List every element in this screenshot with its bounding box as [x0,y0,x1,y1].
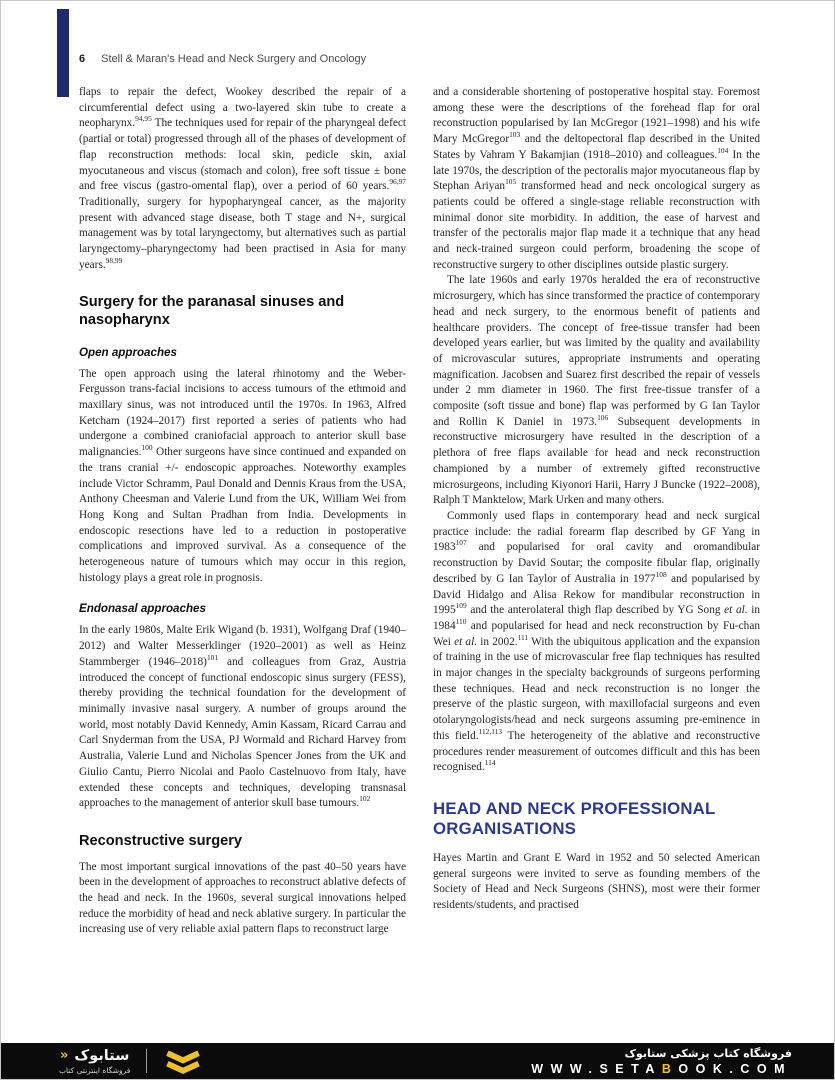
header-accent-bar [57,9,69,97]
page-number: 6 [79,53,86,65]
site-url-segment: OOK.COM [678,1061,792,1076]
brand-chevron-icon: « [59,1047,69,1063]
subsection-heading: Endonasal approaches [79,602,206,616]
section-heading: Reconstructive surgery [79,832,243,849]
section-heading-blue: HEAD AND NECK PROFESSIONAL ORGANISATIONS [433,798,716,839]
brand-subtitle: فروشگاه اینترنتی کتاب [59,1065,131,1075]
paragraph: The open approach using the lateral rhinotomy and the Weber-Fergusson trans-facial incisions to access tumours of the ethmoid and maxillary sinus, was not introduced until the 1970s. In 1963, Alfred Ketcham (1924–2017) first reported a series of patients who had undergone a combined craniofacial approach to anterior skull base malignancies.$^{100}$ Other surgeons have since continued and expanded on the trans cranial +/- endoscopic approaches. Noteworthy examples include Victor Schramm, Paul Donald and Dennis Kraus from the USA, Anthony Cheesman and Valerie Lund from the UK, William Wei from Hong Kong and Sultan Pradhan from India. Developments in endoscopic resections have led to a reduction in postoperative complications and improved survival. As a consequence of the heterogeneous nature of tumours which may occur in this region, histology plays a great role in prognosis. [79,367,406,584]
running-title: Stell & Maran's Head and Neck Surgery and Oncology [101,53,367,65]
paragraph: Commonly used flaps in contemporary head and neck surgical practice include: the radial forearm flap described by GF Yang in 1983$^{107}$ and popularised for oral cavity and oromandibular reconstruction by David Soutar; the composite fibular flap, originally described by G Ian Taylor of Australia in 1977$^{108}$ and popularised by David Hidalgo and Alisa Rekow for mandibular reconstruction in 1995$^{109}$ and the anterolateral thigh flap described by YG Song et al. in 1984$^{110}$ and popularised for head and neck reconstruction by Fu-chan Wei et al. in 2002.$^{111}$ With the ubiquitous application and the expansion of training in the use of microvascular free flap techniques has resulted in major changes in the specialty backgrounds of surgeons performing these techniques. Head and neck reconstruction is no longer the preserve of the plastic surgeon, with maxillofacial surgeons and even otolaryngologists/head and neck surgeons assuming pre-eminence in this field.$^{112,113}$ The heterogeneity of the ablative and reconstructive procedures render measurement of outcomes difficult and this has been recognised.$^{114}$ [433,509,760,774]
column-left [79,85,406,938]
paragraph: and a considerable shortening of postoperative hospital stay. Foremost among these were the descriptions of the forehead flap for oral reconstruction popularised by Ian McGregor (1921–1998) and his wife Mary McGregor$^{103}$ and the deltopectoral flap described in the United States by Vahram Y Bakamjian (1918–2010) and colleagues.$^{104}$ In the late 1970s, the description of the pectoralis major myocutaneous flap by Stephan Ariyan$^{105}$ transformed head and neck oncological surgery as patients could be offered a single-stage reliable reconstruction with minimal donor site morbidity. In addition, the ease of harvest and transfer of the pectoralis major flap made it a technique that any head and neck-trained surgeon could perform, broadening the scope of reconstructive surgery to other disciplines outside plastic surgery. [433,86,760,271]
section-heading: Surgery for the paranasal sinuses and nasopharynx [79,294,345,329]
text-columns [79,85,760,938]
paragraph: The most important surgical innovations of the past 40–50 years have been in the development of approaches to reconstruct ablative defects of the head and neck. In the 1960s, several surgical innovations helped reduce the morbidity of head and neck ablative surgery. In particular the increasing use of very reliable axial pattern flaps to reconstruct large [79,860,406,936]
paragraph: In the early 1980s, Malte Erik Wigand (b. 1931), Wolfgang Draf (1940–2012) and Walter Messerklinger (1920–2001) as well as Heinz Stammberger (1946–2018)$^{101}$ and colleagues from Graz, Austria introduced the concept of functional endoscopic sinus surgery (FESS), thereby providing the technical foundation for the development of minimally invasive nasal surgery. A number of groups around the world, most notably David Kennedy, Amin Kassam, Ricard Carrau and Carl Snyderman from the USA, PJ Wormald and Richard Harvey from Australia, Valerie Lund and Nicholas Spencer Jones from the UK and Giulio Cantu, Pierro Nicolai and Paolo Castelnuovo from Italy, have extended these concepts and techniques, developing transnasal approaches to the management of anterior skull base tumours.$^{102}$ [79,624,406,810]
site-url-segment: B [661,1061,679,1076]
store-tagline: فروشگاه کتاب پزشکی ستابوک [624,1046,792,1060]
footer-right [531,1047,792,1076]
brand-logo-text: ستابوک [74,1047,130,1064]
brand-text [59,1048,130,1075]
subsection-heading: Open approaches [79,345,177,359]
bottom-fade [1,1013,834,1043]
brand-logo [60,1048,129,1064]
paragraph: flaps to repair the defect, Wookey described the repair of a circumferential defect using a two-layered skin tube to create a neopharynx.$^{94,95}$ The techniques used for repair of the pharyngeal defect (partial or total) progressed through all of the phases of development of flap reconstruction methods: local skin, pedicle skin, axial myocutaneous and viscus (stomach and colon), free soft tissue ± bone and free viscus (gastro-omental flap), over a period of 60 years.$^{96,97}$ Traditionally, surgery for hypopharyngeal cancer, as the majority present with advanced stage disease, both T stage and N+, surgical management was by total laryngectomy, but alternatives such as partial laryngectomy–pharyngectomy had been practised in Asia for many years.$^{98,99}$ [79,86,406,271]
paragraph: Hayes Martin and Grant E Ward in 1952 and 50 selected American general surgeons were invited to serve as founding members of the Society of Head and Neck Surgeons (SHNS), most were their former residents/students, and practised [433,851,760,912]
brand-block [59,1048,203,1075]
paragraph: The late 1960s and early 1970s heralded the era of reconstructive microsurgery, which has since transformed the practice of contemporary head and neck surgery, to the enormous benefit of patients and healthcare providers. The concept of free-tissue transfer had been developed years earlier, but was limited by the quality and availability of microvascular sutures, appropriate instruments and operating magnification. Jacobsen and Suarez first described the repair of vessels under 2 mm diameter in 1960. The first free-tissue transfer of a composite (soft tissue and bone) flap was performed by G Ian Taylor and Rollin K Daniel in 1973.$^{106}$ Subsequent developments in reconstructive microsurgery have resulted in the description of a plethora of free flaps available for head and neck reconstruction championed by a number of extremely gifted reconstructive microsurgeons, including Kiyonori Harii, Harry J Buncke (1922–2008), Ralph T Manktelow, Mark Urken and many others. [433,274,761,507]
site-url [531,1062,792,1076]
running-header [79,53,366,65]
chevron-emblem-icon [163,1048,203,1074]
footer-divider [146,1049,147,1073]
column-right [433,85,760,938]
site-url-segment: WWW.SETA [531,1061,662,1076]
watermark-footer [1,1043,834,1079]
